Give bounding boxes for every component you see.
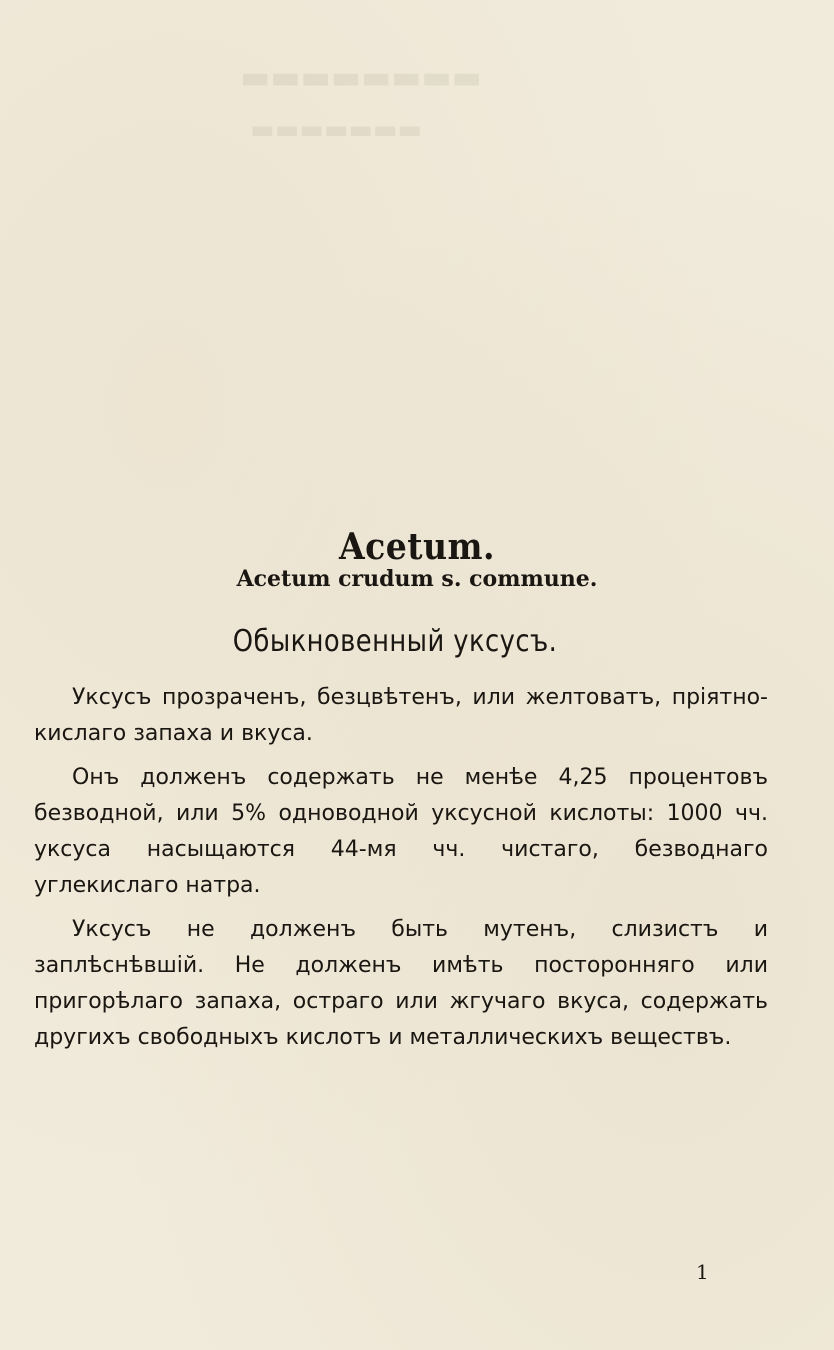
russian-heading: Обыкновенный уксусъ. bbox=[232, 624, 558, 659]
paragraph: Онъ долженъ содержать не менѣе 4,25 процентовъ безводной, или 5% одноводной уксусной кислоты: 1000 чч. уксуса насыщаются 44-мя чч. чистаго, безводнаго углекислаго натра. bbox=[34, 765, 768, 898]
subtitle: Acetum crudum s. commune. bbox=[236, 566, 598, 592]
bleed-through-decoration: ▬▬▬▬▬▬▬▬ bbox=[240, 58, 482, 96]
paragraph: Уксусъ не долженъ быть мутенъ, слизистъ и заплѣснѣвшій. Не долженъ имѣть посторонняго или пригорѣлаго запаха, остраго или жгучаго вкуса, содержать другихъ свободныхъ кислотъ и металлическихъ веществъ. bbox=[34, 917, 768, 1050]
page-title: Acetum. bbox=[338, 526, 496, 569]
page-number: 1 bbox=[696, 1260, 709, 1284]
body-text bbox=[34, 680, 768, 1064]
bleed-through-decoration: ▬▬▬▬▬▬▬ bbox=[250, 115, 422, 145]
paragraph: Уксусъ прозраченъ, безцвѣтенъ, или желтоватъ, пріятно-кислаго запаха и вкуса. bbox=[34, 685, 768, 746]
